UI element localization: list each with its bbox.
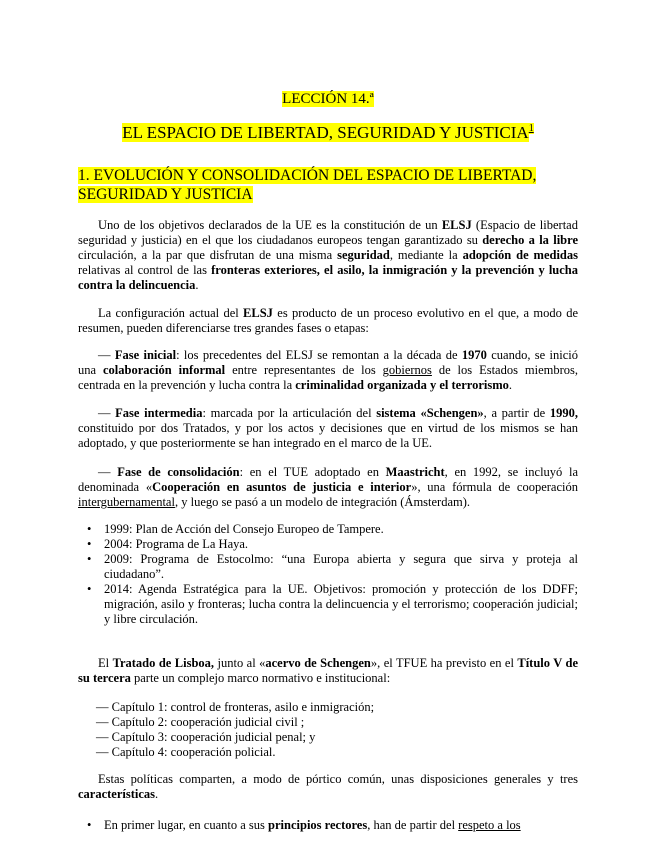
list-item: • 1999: Plan de Acción del Consejo Europeo de Tampere.	[78, 522, 578, 537]
main-title-text: EL ESPACIO DE LIBERTAD, SEGURIDAD Y JUSTICIA	[122, 122, 529, 142]
paragraph-intermediate-phase: — Fase intermedia: marcada por la articulación del sistema «Schengen», a partir de 1990, constituido por dos Tratados, y por los actos y decisiones que en virtud de los mismos se han adoptado, y que posteriormente se han integrado en el marco de la UE.	[78, 406, 579, 450]
list-item: • 2009: Programa de Estocolmo: “una Europa abierta y segura que sirva y proteja al ciudadano”.	[78, 552, 578, 582]
bullet-icon: •	[87, 818, 92, 832]
paragraph-initial-phase: — Fase inicial: los precedentes del ELSJ se remontan a la década de 1970 cuando, se inició una colaboración informal entre representantes de los gobiernos de los Estados miembros, centrada en la prevención y lucha contra la criminalidad organizada y el terrorismo.	[78, 348, 578, 392]
list-item: — Capítulo 1: control de fronteras, asilo e inmigración;	[96, 700, 375, 714]
list-item: — Capítulo 4: cooperación policial.	[96, 745, 276, 759]
list-item: — Capítulo 2: cooperación judicial civil ;	[96, 715, 305, 729]
paragraph-intro: Uno de los objetivos declarados de la UE es la constitución de un ELSJ (Espacio de libertad seguridad y justicia) en el que los ciudadanos europeos tengan garantizado su derecho a la libre circulación, a la par que disfrutan de una misma seguridad, mediante la adopción de medidas relativas al control de las fronteras exteriores, el asilo, la inmigración y la prevención y lucha contra la delincuencia.	[78, 218, 579, 292]
paragraph-lisbon-treaty: El Tratado de Lisboa, junto al «acervo de Schengen», el TFUE ha previsto en el Título V de su tercera parte un complejo marco normativo e institucional:	[78, 656, 579, 685]
main-title	[78, 118, 578, 144]
section-heading: 1. EVOLUCIÓN Y CONSOLIDACIÓN DEL ESPACIO DE LIBERTAD, SEGURIDAD Y JUSTICIA	[78, 167, 537, 203]
list-item: • 2004: Programa de La Haya.	[78, 537, 578, 552]
paragraph-consolidation-phase: — Fase de consolidación: en el TUE adoptado en Maastricht, en 1992, se incluyó la denominada «Cooperación en asuntos de justicia e interior», una fórmula de cooperación intergubernamental, y luego se pasó a un modelo de integración (Ámsterdam).	[78, 465, 578, 509]
list-item: • 2014: Agenda Estratégica para la UE. Objetivos: promoción y protección de los DDFF; migración, asilo y fronteras; lucha contra la delincuencia y el terrorismo; cooperación judicial; y libre circulación.	[78, 582, 578, 627]
paragraph-common-features: Estas políticas comparten, a modo de pórtico común, unas disposiciones generales y tres características.	[78, 772, 578, 801]
footnote-ref[interactable]: 1	[528, 123, 534, 134]
list-item: — Capítulo 3: cooperación judicial penal; y	[96, 730, 316, 744]
principles-bullet: • En primer lugar, en cuanto a sus principios rectores, han de partir del respeto a los	[87, 818, 521, 832]
milestones-list	[78, 522, 578, 627]
chapters-list	[96, 700, 576, 760]
lesson-title: LECCIÓN 14.ª	[282, 91, 374, 107]
paragraph-configuration: La configuración actual del ELSJ es producto de un proceso evolutivo en el que, a modo de resumen, pueden diferenciarse tres grandes fases o etapas:	[78, 306, 578, 335]
